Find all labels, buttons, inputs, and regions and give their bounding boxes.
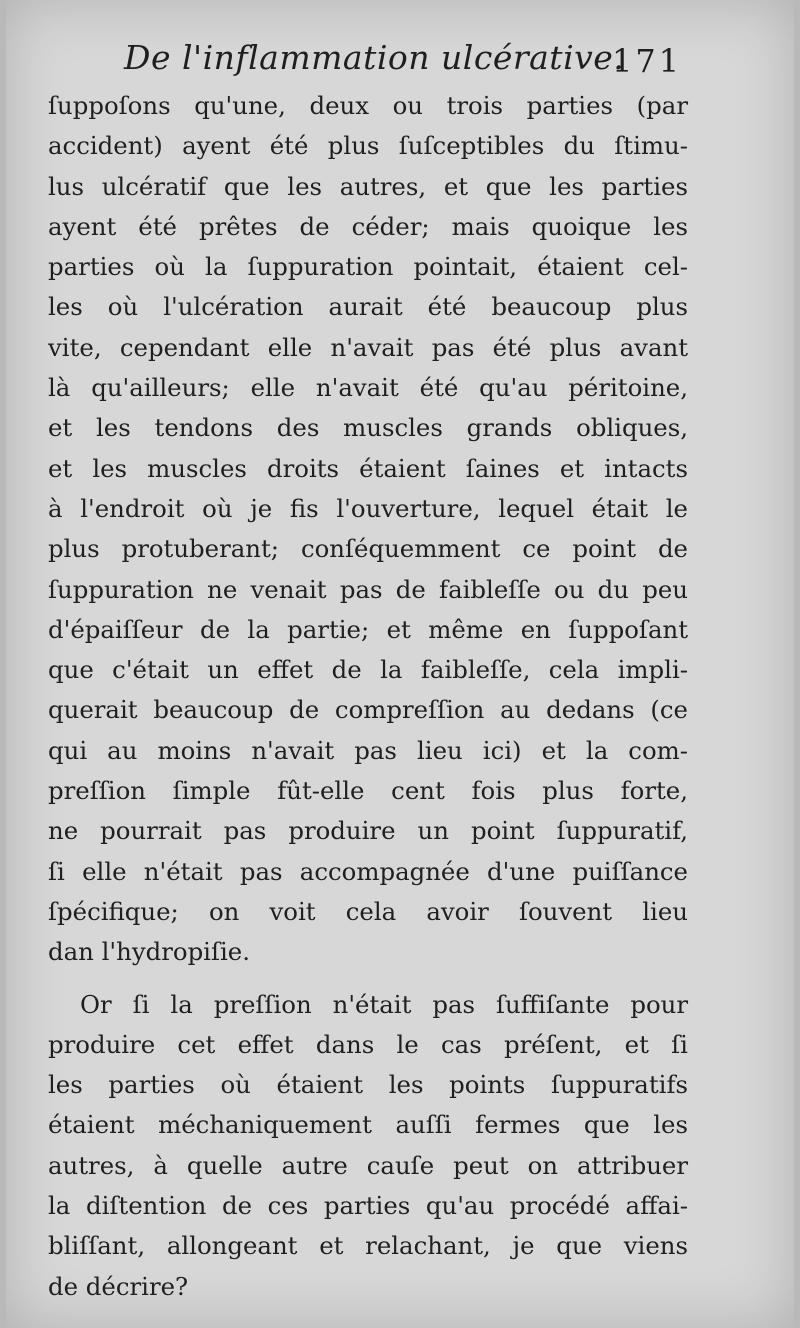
running-title: De l'inflammation ulcérative. xyxy=(124,38,625,77)
text-line: les parties où étaient les points ſuppuratifs xyxy=(48,1070,688,1100)
text-line: que c'était un effet de la faibleſſe, cela impli- xyxy=(48,655,688,685)
text-line: ne pourrait pas produire un point ſuppuratif, xyxy=(48,816,688,846)
text-line: d'épaiſſeur de la partie; et même en ſuppoſant xyxy=(48,614,688,644)
text-line: querait beaucoup de compreſſion au dedans (ce xyxy=(48,695,688,725)
text-line: là qu'ailleurs; elle n'avait été qu'au péritoine, xyxy=(48,373,688,403)
text-line: la diſtention de ces parties qu'au procédé affai- xyxy=(48,1191,688,1221)
page-header xyxy=(0,38,800,88)
text-line: de décrire? xyxy=(48,1271,189,1301)
text-line: lus ulcératif que les autres, et que les parties xyxy=(48,171,688,201)
text-line: et les muscles droits étaient ſaines et intacts xyxy=(48,453,688,483)
text-line: Or ſi la preſſion n'était pas ſuffiſante pour xyxy=(80,989,688,1019)
text-line: plus protuberant; conſéquemment ce point de xyxy=(48,534,688,564)
text-line: à l'endroit où je fis l'ouverture, lequel était le xyxy=(48,493,688,523)
paragraph-1 xyxy=(48,86,688,973)
text-line: ſi elle n'était pas accompagnée d'une puiſſance xyxy=(48,856,688,886)
text-line: qui au moins n'avait pas lieu ici) et la com- xyxy=(48,735,688,765)
paragraph-gap xyxy=(48,973,688,985)
text-line: ſpécifique; on voit cela avoir ſouvent lieu xyxy=(48,896,688,926)
text-line: et les tendons des muscles grands obliques, xyxy=(48,413,688,443)
text-line: les où l'ulcération aurait été beaucoup plus xyxy=(48,292,688,322)
text-line: étaient méchaniquement auſſi fermes que les xyxy=(48,1110,688,1140)
text-line: vite, cependant elle n'avait pas été plus avant xyxy=(48,332,688,362)
body-text xyxy=(48,86,688,1307)
text-line: preſſion ſimple fût-elle cent fois plus forte, xyxy=(48,776,688,806)
text-line: autres, à quelle autre cauſe peut on attribuer xyxy=(48,1150,688,1180)
text-line: parties où la ſuppuration pointait, étaient cel- xyxy=(48,252,688,282)
text-line: bliſſant, allongeant et relachant, je que viens xyxy=(48,1231,688,1261)
text-line: ſuppoſons qu'une, deux ou trois parties (par xyxy=(48,91,688,120)
text-line: ſuppuration ne venait pas de faibleſſe ou du peu xyxy=(48,574,688,604)
text-line: ayent été prêtes de céder; mais quoique les xyxy=(48,211,688,241)
paragraph-2 xyxy=(48,985,688,1307)
text-line: produire cet effet dans le cas préſent, et ſi xyxy=(48,1029,688,1059)
text-line: dan l'hydropiſie. xyxy=(48,937,250,967)
text-line: accident) ayent été plus ſuſceptibles du ſtimu- xyxy=(48,131,688,161)
page-number: 171 xyxy=(612,42,683,80)
